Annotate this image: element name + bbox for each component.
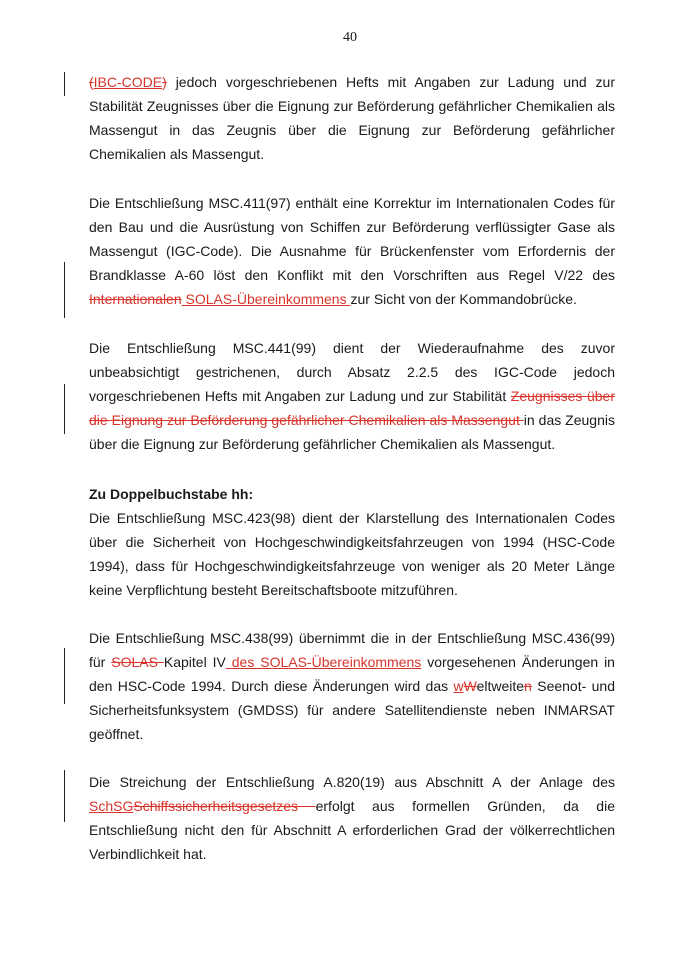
paragraph-4: Die Entschließung MSC.423(98) dient der Klarstellung des Internationalen Codes über die Sicherheit von Hochgeschwindigkeitsfahrzeugen von 1994 (HSC-Code 1994), dass für Hochgeschwindigkeitsfahrzeuge von weniger als 20 Meter Länge keine Verpflichtung besteht Bereitschaftsboote mitzuführen. [89,510,615,598]
deleted-text: W [463,678,477,694]
paragraph-text: vorgesehenen Änderungen in den HSC-Code 1994. Durch diese Änderungen wird das [89,654,615,694]
page-number: 40 [343,30,357,45]
inserted-text: SchSG [89,798,134,814]
paragraph-2 [89,191,615,311]
paragraph-text: Die Entschließung MSC.441(99) dient der Wiederaufnahme des zuvor unbeabsichtigt gestrichenen, durch Absatz 2.2.5 des IGC-Code jedoch vorgeschriebenen Hefts mit Angaben zur Ladung und zur Stabilität [89,340,615,404]
section-heading: Zu Doppelbuchstabe hh: [89,486,254,502]
deleted-text: ) [162,74,167,90]
deleted-text: Schiffssicherheitsgesetzes [133,798,316,814]
inserted-text: des SOLAS-Übereinkommens [225,654,422,670]
change-bar-2 [64,262,65,318]
paragraph-text: eltweite [476,678,525,694]
deleted-text: Zeugnisses über die Eignung zur Beförderung gefährlicher Chemikalien als Massengut [89,388,615,428]
paragraph-text: in das Zeugnis über die Eignung zur Beförderung gefährlicher Chemikalien als Massengut. [89,412,615,452]
paragraph-text: Seenot- und Sicherheitsfunksystem (GMDSS) für andere Satellitendienste neben INMARSAT geöffnet. [89,678,615,742]
paragraph-text: Die Streichung der Entschließung A.820(19) aus Abschnitt A der Anlage des [89,774,615,790]
deleted-text: Internationalen [89,291,182,307]
change-bar-4 [64,648,65,704]
change-bar-3 [64,384,65,434]
paragraph-5 [89,626,615,746]
paragraph-text: Die Entschließung MSC.411(97) enthält eine Korrektur im Internationalen Codes für den Bau und die Ausrüstung von Schiffen zur Beförderung verflüssigter Gase als Massengut (IGC-Code). Die Ausnahme für Brückenfenster vom Erfordernis der Brandklasse A-60 löst den Konflikt mit den Vorschriften aus Regel V/22 des [89,195,615,283]
inserted-text: SOLAS-Übereinkommens [181,291,351,307]
deleted-text: ( [89,74,94,90]
inserted-text: w [453,678,464,694]
change-bar-5 [64,770,65,822]
inserted-text: IBC-CODE [93,74,163,90]
deleted-text: n [524,678,532,694]
paragraph-6 [89,770,615,866]
paragraph-text: Die Entschließung MSC.438(99) übernimmt die in der Entschließung MSC.436(99) für [89,630,615,670]
paragraph-1 [89,70,615,166]
deleted-text: SOLAS [111,654,164,670]
paragraph-text: zur Sicht von der Kommandobrücke. [350,291,577,307]
paragraph-3 [89,336,615,456]
change-bar-1 [64,72,65,96]
paragraph-text: Kapitel IV [163,654,226,670]
paragraph-text: jedoch vorgeschriebenen Hefts mit Angaben zur Ladung und zur Stabilität Zeugnisses über die Eignung zur Beförderung gefährlicher Chemikalien als Massengut in das Zeugnis über die Eignung zur Beförderung gefährlicher Chemikalien als Massengut. [89,74,615,162]
paragraph-text: erfolgt aus formellen Gründen, da die Entschließung nicht den für Abschnitt A erforderlichen Grad der völkerrechtlichen Verbindlichkeit hat. [89,798,615,862]
